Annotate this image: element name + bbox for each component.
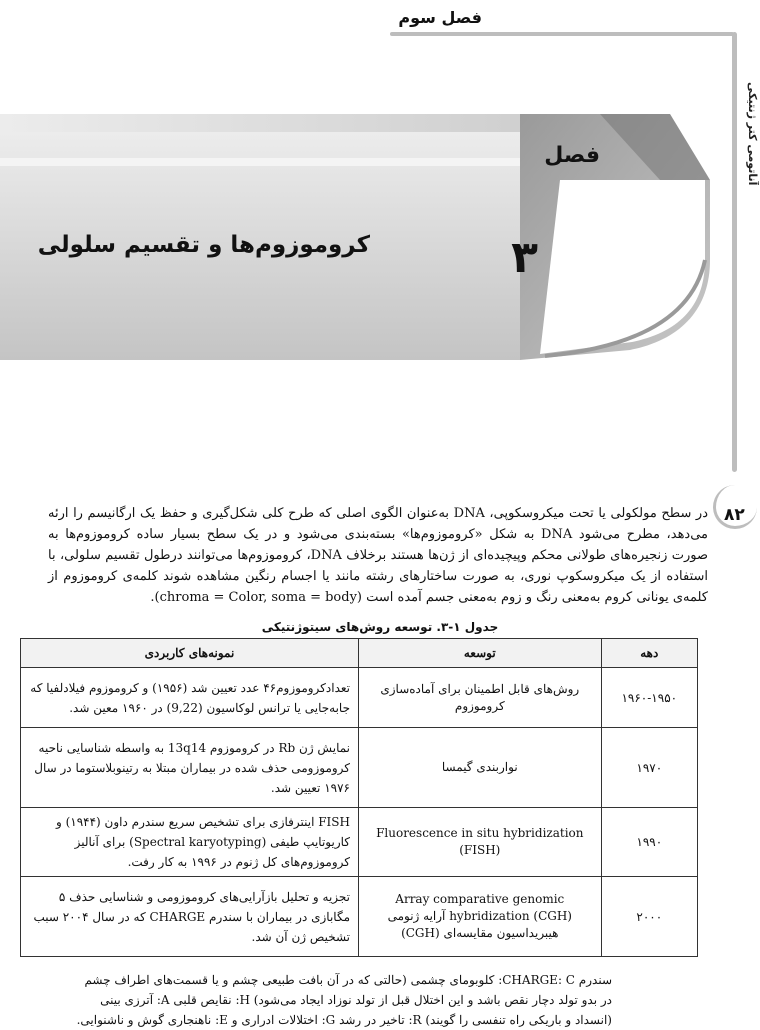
intro-paragraph: در سطح مولکولی یا تحت میکروسکوپی، DNA به‌عنوان الگوی اصلی که طرح کلی شکل‌گیری و حفظ یک ارگانیسم را ارئه می‌دهد، مطرح می‌شود DNA به شکل «کروموزوم‌ها» بسته‌بندی می‌شود و در یک سطح بسیار ساده کروموزوم‌ها به صورت زنجیره‌های طولانی محکم وپیچیده‌ای از ژن‌ها هستند برخلاف DNA، کروموزوم‌ها می‌توانند درطول تقسیم سلولی، با استفاده از یک میکروسکوپ نوری، به صورت ساختارهای رشته مانند یا اجسام رنگین مشاهده شوند کلمه‌ی کروموزوم از کلمه‌ی یونانی کروم به‌معنی رنگ و زوم به‌معنی جسم آمده است (chroma = Color, soma = body). (48, 506, 709, 605)
table-row (21, 728, 698, 808)
banner-top-stripe (0, 158, 520, 166)
chapter-number: ۳ (511, 232, 538, 283)
chapter-title: کروموزوم‌ها و تقسیم سلولی (37, 232, 370, 258)
cell-decade: ۲۰۰۰ (601, 877, 697, 957)
table-footnote: سندرم CHARGE: C: کلوبومای چشمی (حالتی که در آن بافت طبیعی چشم و یا قسمت‌های اطراف چشم در بدو تولد دچار نقص باشد و این اختلال قبل از تولد نوزاد ایجاد می‌شود) H: نقایص قلبی A: آترزی بینی (انسداد و باریکی راه تنفسی را گویند) R: تاخیر در رشد G: اختلالات ادراری و E: ناهنجاری گوش و ناشنوایی. (76, 973, 612, 1027)
cytogenetics-table (20, 638, 698, 957)
banner-top-bevel (0, 114, 560, 132)
cell-decade: ۱۹۹۰ (601, 808, 697, 877)
side-book-title: آناتومی کتر ژنتیکی (746, 81, 759, 185)
cell-notable: FISH اینترفازی برای تشخیص سریع سندرم داون (۱۹۴۴) و کاریوتایپ طیفی (Spectral karyotyping) برای آنالیز کروموزوم‌های کل ژنوم در ۱۹۹۶ به کار رفت. (21, 808, 359, 877)
cell-notable: نمایش ژن Rb در کروموزوم 13q14 به واسطه شناسایی ناحیه کروموزومی حذف شده در بیماران مبتلا به رتینوبلاستوما در سال ۱۹۷۶ تعیین شد. (21, 728, 359, 808)
running-header-title: فصل سوم (398, 8, 482, 27)
page-number: ۸۲ (724, 505, 745, 525)
table-header-row (21, 639, 698, 668)
cell-development: نواربندی گیمسا (359, 728, 602, 808)
header-decade: دهه (601, 639, 697, 668)
header-notable: نمونه‌های کاربردی (21, 639, 359, 668)
table-row (21, 877, 698, 957)
chapter-word: فصل (544, 143, 600, 168)
table-caption: جدول ۱-۳. توسعه روش‌های سیتوژنتیکی (261, 620, 499, 634)
cell-development: روش‌های قابل اطمینان برای آماده‌سازی کروموزوم (359, 668, 602, 728)
cell-development: Fluorescence in situ hybridization (FISH) (359, 808, 602, 877)
frame-side-line (732, 32, 737, 472)
cell-development: Array comparative genomic hybridization (CGH) آرایه ژنومی هیبریداسیون مقایسه‌ای (CGH) (359, 877, 602, 957)
cell-notable: تجزیه و تحلیل بازآرایی‌های کروموزومی و شناسایی حذف ۵ مگابازی در بیماران با سندرم CHARGE که در سال ۲۰۰۴ سبب تشخیص ژن آن شد. (21, 877, 359, 957)
table-row (21, 808, 698, 877)
cell-notable: تعدادکروموزوم۴۶ عدد تعیین شد (۱۹۵۶) و کروموزوم فیلادلفیا که جابه‌جایی یا ترانس لوکاسیون (9,22) در ۱۹۶۰ معین شد. (21, 668, 359, 728)
cell-decade: ۱۹۷۰ (601, 728, 697, 808)
frame-top-line (390, 32, 734, 36)
table-row (21, 668, 698, 728)
cell-decade: ۱۹۶۰-۱۹۵۰ (601, 668, 697, 728)
header-development: توسعه (359, 639, 602, 668)
